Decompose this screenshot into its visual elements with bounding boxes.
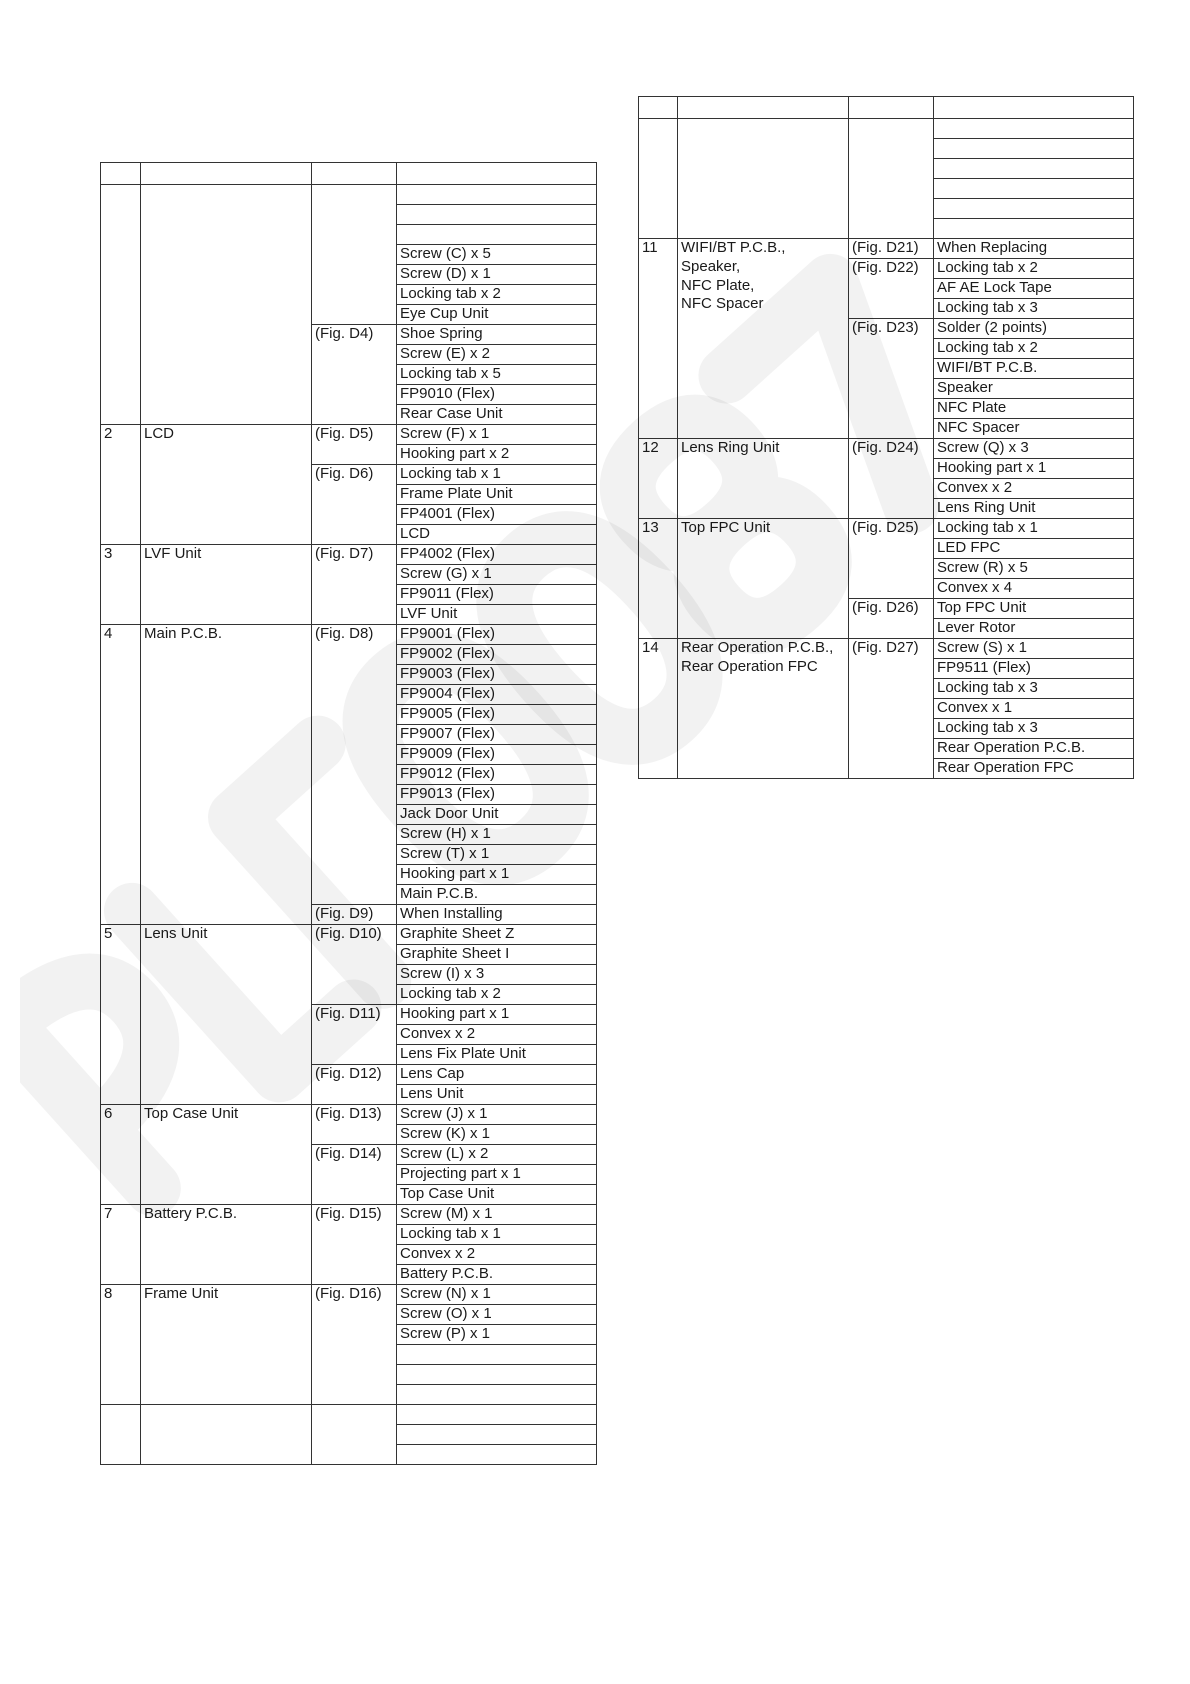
removal-step: FP9010 (Flex) (397, 385, 597, 405)
removal-step: NFC Plate (934, 399, 1134, 419)
header-cell-removal (934, 97, 1134, 119)
removal-step: FP9013 (Flex) (397, 785, 597, 805)
removal-step: Lens Cap (397, 1065, 597, 1085)
item-name (141, 1405, 312, 1465)
fig-reference: (Fig. D11) (312, 1005, 397, 1065)
removal-step: Hooking part x 1 (397, 865, 597, 885)
removal-step: FP4002 (Flex) (397, 545, 597, 565)
removal-step: When Installing (397, 905, 597, 925)
removal-step: Rear Operation FPC (934, 759, 1134, 779)
removal-step: Shoe Spring (397, 325, 597, 345)
removal-step: FP9001 (Flex) (397, 625, 597, 645)
fig-reference: (Fig. D10) (312, 925, 397, 1005)
fig-reference: (Fig. D8) (312, 625, 397, 905)
removal-step: LVF Unit (397, 605, 597, 625)
removal-step: Screw (I) x 3 (397, 965, 597, 985)
removal-step: Locking tab x 1 (397, 465, 597, 485)
step-number: 12 (639, 439, 678, 519)
removal-step: Locking tab x 5 (397, 365, 597, 385)
removal-step: Graphite Sheet Z (397, 925, 597, 945)
removal-step: Screw (T) x 1 (397, 845, 597, 865)
step-number (101, 1405, 141, 1465)
step-number: 11 (639, 239, 678, 439)
right-parts-table-body (639, 97, 1134, 779)
step-number: 8 (101, 1285, 141, 1405)
removal-step: Screw (N) x 1 (397, 1285, 597, 1305)
removal-step: Locking tab x 3 (934, 679, 1134, 699)
removal-step: Hooking part x 1 (397, 1005, 597, 1025)
table-row (639, 519, 1134, 539)
removal-step (934, 179, 1134, 199)
removal-step: Screw (H) x 1 (397, 825, 597, 845)
fig-reference (312, 1405, 397, 1465)
removal-step: Convex x 1 (934, 699, 1134, 719)
removal-step: Projecting part x 1 (397, 1165, 597, 1185)
removal-step: FP9002 (Flex) (397, 645, 597, 665)
removal-step: FP9009 (Flex) (397, 745, 597, 765)
step-number (101, 185, 141, 425)
header-cell-fig (312, 163, 397, 185)
fig-reference: (Fig. D21) (849, 239, 934, 259)
step-number: 2 (101, 425, 141, 545)
item-name: Lens Unit (141, 925, 312, 1105)
removal-step: Convex x 2 (397, 1025, 597, 1045)
removal-step: When Replacing (934, 239, 1134, 259)
removal-step: Convex x 2 (934, 479, 1134, 499)
removal-step: LCD (397, 525, 597, 545)
header-cell-removal (397, 163, 597, 185)
fig-reference: (Fig. D15) (312, 1205, 397, 1285)
removal-step: FP9511 (Flex) (934, 659, 1134, 679)
table-row (101, 625, 597, 645)
removal-step: Speaker (934, 379, 1134, 399)
fig-reference: (Fig. D24) (849, 439, 934, 519)
step-number: 3 (101, 545, 141, 625)
removal-step: Main P.C.B. (397, 885, 597, 905)
removal-step: FP9005 (Flex) (397, 705, 597, 725)
table-row (101, 545, 597, 565)
step-number (639, 119, 678, 239)
removal-step: FP9004 (Flex) (397, 685, 597, 705)
table-row (101, 1205, 597, 1225)
header-cell-item (678, 97, 849, 119)
removal-step: Screw (K) x 1 (397, 1125, 597, 1145)
removal-step: Locking tab x 3 (934, 719, 1134, 739)
item-name: Lens Ring Unit (678, 439, 849, 519)
fig-reference: (Fig. D5) (312, 425, 397, 465)
table-row (101, 185, 597, 205)
item-name: Top FPC Unit (678, 519, 849, 639)
step-number: 6 (101, 1105, 141, 1205)
fig-reference: (Fig. D13) (312, 1105, 397, 1145)
item-name: Top Case Unit (141, 1105, 312, 1205)
removal-step (397, 1425, 597, 1445)
removal-step: Screw (S) x 1 (934, 639, 1134, 659)
removal-step: FP9011 (Flex) (397, 585, 597, 605)
removal-step: FP9003 (Flex) (397, 665, 597, 685)
removal-step: Screw (C) x 5 (397, 245, 597, 265)
step-number: 7 (101, 1205, 141, 1285)
removal-step (397, 1445, 597, 1465)
removal-step: Screw (Q) x 3 (934, 439, 1134, 459)
removal-step: Locking tab x 1 (934, 519, 1134, 539)
removal-step: NFC Spacer (934, 419, 1134, 439)
table-row (101, 1405, 597, 1425)
removal-step: Locking tab x 3 (934, 299, 1134, 319)
fig-reference (849, 119, 934, 239)
fig-reference: (Fig. D9) (312, 905, 397, 925)
fig-reference: (Fig. D12) (312, 1065, 397, 1105)
removal-step (397, 205, 597, 225)
table-row (101, 1285, 597, 1305)
header-cell-no (639, 97, 678, 119)
table-row (639, 439, 1134, 459)
removal-step: Locking tab x 2 (397, 285, 597, 305)
removal-step (934, 119, 1134, 139)
right-parts-table (638, 96, 1134, 779)
removal-step: Screw (O) x 1 (397, 1305, 597, 1325)
removal-step: Convex x 4 (934, 579, 1134, 599)
removal-step: Jack Door Unit (397, 805, 597, 825)
left-parts-table-body (101, 163, 597, 1465)
removal-step: Lens Unit (397, 1085, 597, 1105)
fig-reference: (Fig. D14) (312, 1145, 397, 1205)
fig-reference: (Fig. D26) (849, 599, 934, 639)
removal-step (934, 159, 1134, 179)
removal-step (397, 185, 597, 205)
header-cell-item (141, 163, 312, 185)
table-row (101, 1105, 597, 1125)
removal-step: Screw (F) x 1 (397, 425, 597, 445)
removal-step (934, 219, 1134, 239)
removal-step: Screw (M) x 1 (397, 1205, 597, 1225)
fig-reference: (Fig. D23) (849, 319, 934, 439)
removal-step: Screw (G) x 1 (397, 565, 597, 585)
fig-reference: (Fig. D16) (312, 1285, 397, 1405)
header-cell-fig (849, 97, 934, 119)
removal-step: Top FPC Unit (934, 599, 1134, 619)
removal-step: Screw (E) x 2 (397, 345, 597, 365)
fig-reference: (Fig. D27) (849, 639, 934, 779)
item-name: WIFI/BT P.C.B., Speaker, NFC Plate, NFC Spacer (678, 239, 849, 439)
fig-reference: (Fig. D4) (312, 325, 397, 425)
removal-step: WIFI/BT P.C.B. (934, 359, 1134, 379)
fig-reference (312, 185, 397, 325)
table-row (639, 119, 1134, 139)
table-row (639, 639, 1134, 659)
removal-step: Hooking part x 1 (934, 459, 1134, 479)
step-number: 13 (639, 519, 678, 639)
removal-step: LED FPC (934, 539, 1134, 559)
removal-step: FP9012 (Flex) (397, 765, 597, 785)
removal-step (397, 225, 597, 245)
removal-step: Screw (D) x 1 (397, 265, 597, 285)
fig-reference: (Fig. D22) (849, 259, 934, 319)
item-name: LVF Unit (141, 545, 312, 625)
item-name (678, 119, 849, 239)
removal-step: Locking tab x 1 (397, 1225, 597, 1245)
item-name: Main P.C.B. (141, 625, 312, 925)
removal-step: Eye Cup Unit (397, 305, 597, 325)
removal-step: FP9007 (Flex) (397, 725, 597, 745)
removal-step: Screw (R) x 5 (934, 559, 1134, 579)
removal-step: Convex x 2 (397, 1245, 597, 1265)
step-number: 14 (639, 639, 678, 779)
step-number: 4 (101, 625, 141, 925)
removal-step (397, 1405, 597, 1425)
table-row (101, 925, 597, 945)
removal-step: Screw (P) x 1 (397, 1325, 597, 1345)
left-parts-table (100, 162, 597, 1465)
step-number: 5 (101, 925, 141, 1105)
removal-step (934, 199, 1134, 219)
removal-step: Lens Fix Plate Unit (397, 1045, 597, 1065)
fig-reference: (Fig. D25) (849, 519, 934, 599)
removal-step: Graphite Sheet I (397, 945, 597, 965)
item-name (141, 185, 312, 425)
item-name: Battery P.C.B. (141, 1205, 312, 1285)
removal-step: Top Case Unit (397, 1185, 597, 1205)
table-header-row (101, 163, 597, 185)
table-row (101, 425, 597, 445)
removal-step: Lever Rotor (934, 619, 1134, 639)
item-name: LCD (141, 425, 312, 545)
removal-step: Locking tab x 2 (934, 259, 1134, 279)
fig-reference: (Fig. D6) (312, 465, 397, 545)
removal-step: Locking tab x 2 (934, 339, 1134, 359)
removal-step (397, 1385, 597, 1405)
removal-step: FP4001 (Flex) (397, 505, 597, 525)
fig-reference: (Fig. D7) (312, 545, 397, 625)
table-header-row (639, 97, 1134, 119)
removal-step: AF AE Lock Tape (934, 279, 1134, 299)
removal-step: Rear Operation P.C.B. (934, 739, 1134, 759)
removal-step (397, 1365, 597, 1385)
header-cell-no (101, 163, 141, 185)
removal-step: Battery P.C.B. (397, 1265, 597, 1285)
removal-step: Frame Plate Unit (397, 485, 597, 505)
table-row (639, 239, 1134, 259)
removal-step (397, 1345, 597, 1365)
removal-step: Screw (J) x 1 (397, 1105, 597, 1125)
removal-step: Solder (2 points) (934, 319, 1134, 339)
removal-step: Lens Ring Unit (934, 499, 1134, 519)
removal-step: Rear Case Unit (397, 405, 597, 425)
removal-step: Locking tab x 2 (397, 985, 597, 1005)
removal-step: Screw (L) x 2 (397, 1145, 597, 1165)
removal-step: Hooking part x 2 (397, 445, 597, 465)
item-name: Rear Operation P.C.B., Rear Operation FPC (678, 639, 849, 779)
removal-step (934, 139, 1134, 159)
item-name: Frame Unit (141, 1285, 312, 1405)
